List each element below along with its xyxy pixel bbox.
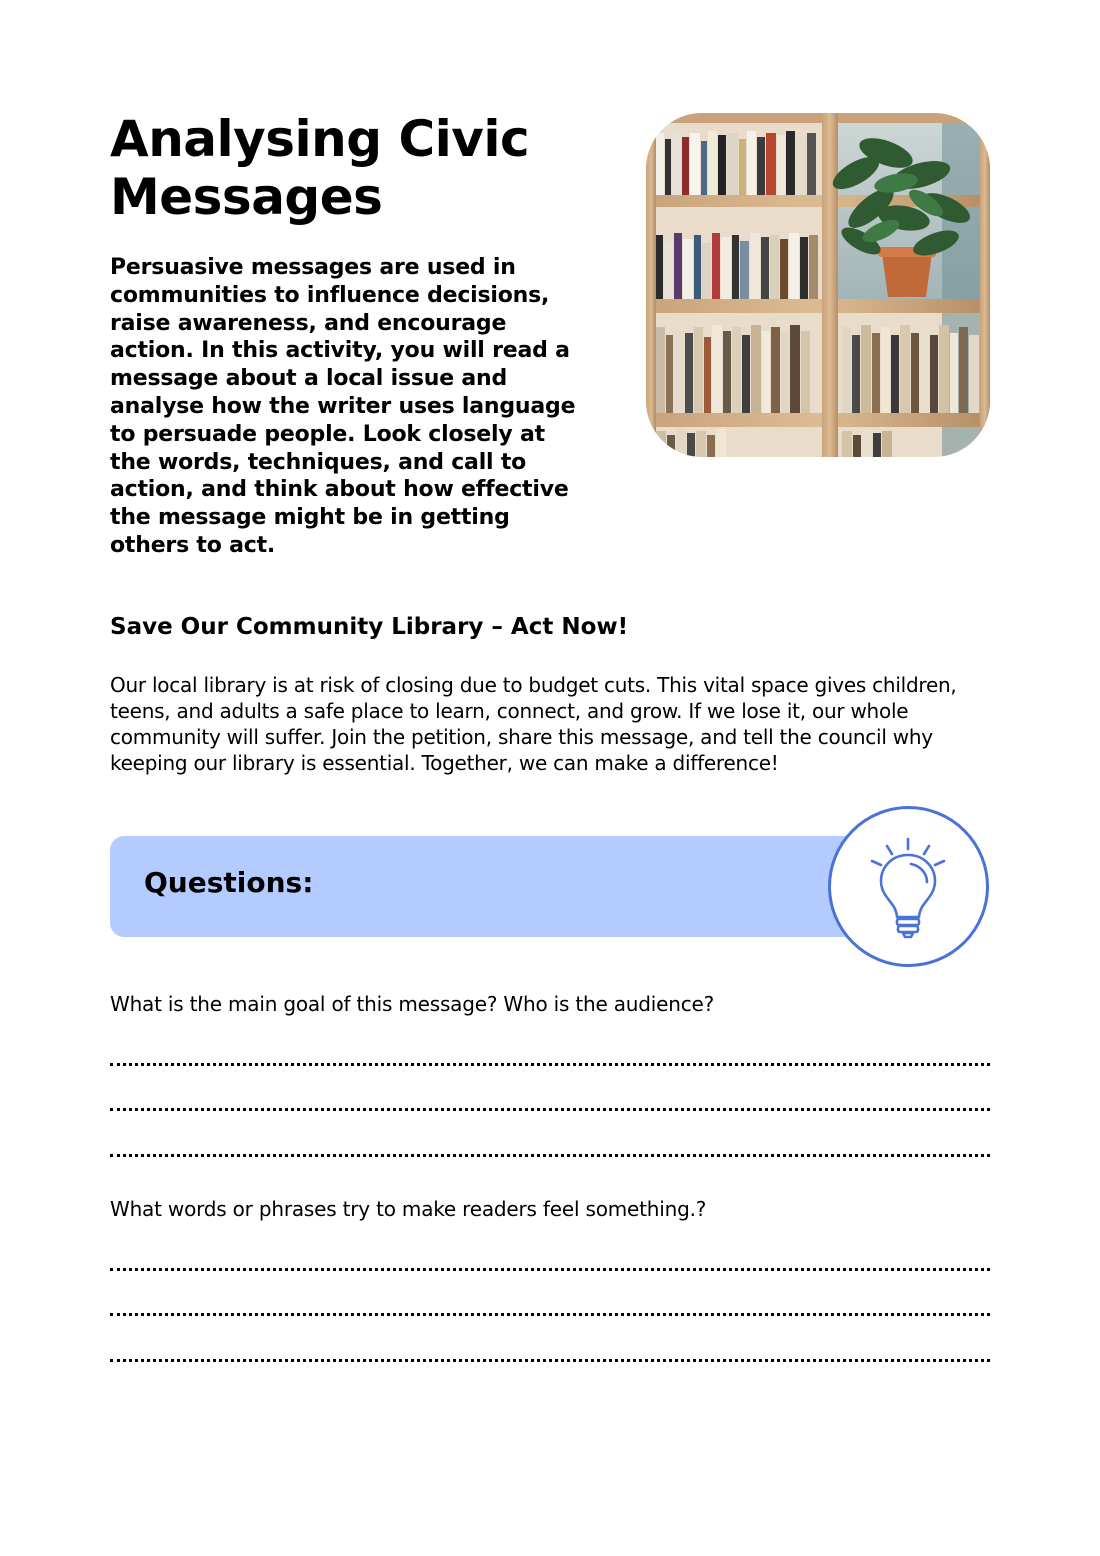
question-2: What words or phrases try to make readers feel something.?	[110, 1197, 707, 1221]
questions-label: Questions:	[144, 866, 314, 899]
answer-line[interactable]	[110, 1313, 990, 1316]
answer-line[interactable]	[110, 1154, 990, 1157]
answer-line[interactable]	[110, 1063, 990, 1066]
answer-line[interactable]	[110, 1359, 990, 1362]
page-title: Analysing Civic Messages	[110, 110, 530, 226]
lightbulb-icon	[831, 809, 986, 964]
question-1: What is the main goal of this message? Who is the audience?	[110, 992, 715, 1016]
intro-paragraph: Persuasive messages are used in communities to influence decisions, raise awareness, and encourage action. In this activity, you will read a message about a local issue and analyse how the writer uses language to persuade people. Look closely at the words, techniques, and call to action, and think about how effective the message might be in getting others to act.	[110, 255, 576, 558]
lightbulb-badge	[828, 806, 989, 967]
bookshelf-photo	[646, 113, 990, 457]
answer-line[interactable]	[110, 1108, 990, 1111]
message-body: Our local library is at risk of closing due to budget cuts. This vital space gives children, teens, and adults a safe place to learn, connect, and grow. If we lose it, our whole community will suffer. Join the petition, share this message, and tell the council why keeping our library is essential. Together, we can make a difference!	[110, 673, 957, 775]
answer-line[interactable]	[110, 1268, 990, 1271]
message-heading: Save Our Community Library – Act Now!	[110, 614, 629, 640]
